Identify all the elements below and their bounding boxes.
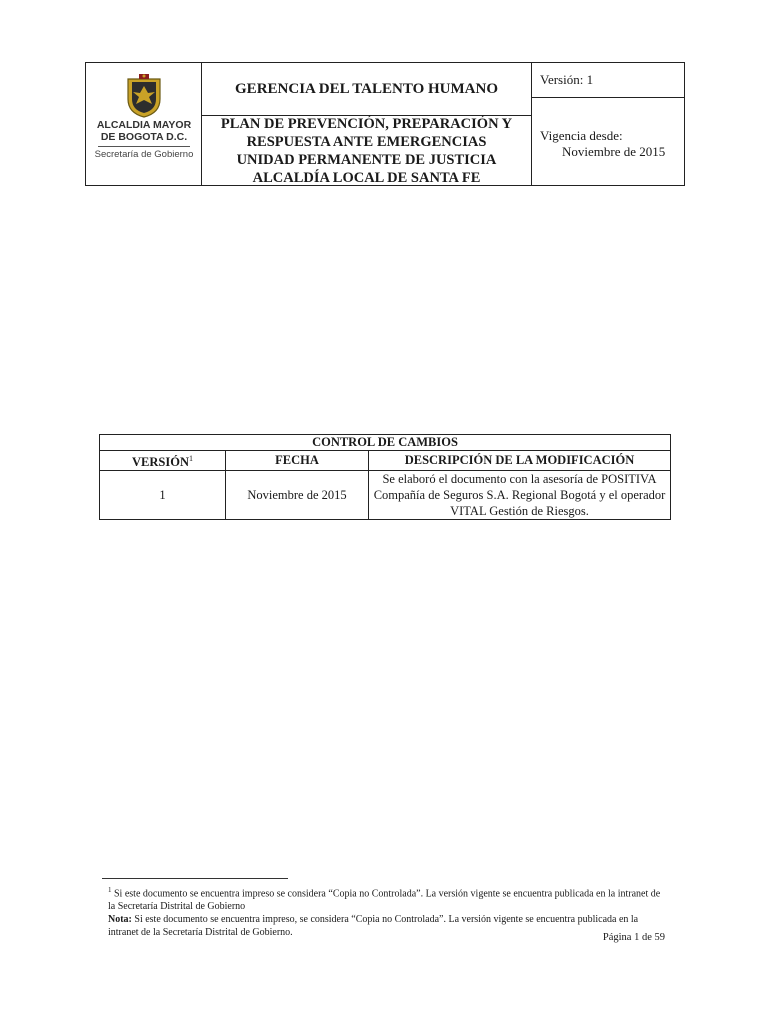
change-control-header-row: [100, 451, 671, 471]
cell-version: 1: [100, 471, 226, 520]
description-line3: VITAL Gestión de Riesgos.: [450, 504, 589, 519]
logo-text-line2: DE BOGOTA D.C.: [100, 131, 188, 143]
note-text: Si este documento se encuentra impreso, se considera “Copia no Controlada”. La versión vigente se encuentra publicada en la intranet de la Secretaría Distrital de Gobierno.: [108, 914, 639, 939]
version-label: Versión: 1: [532, 63, 684, 98]
page-number: Página 1 de 59: [602, 932, 665, 943]
coat-of-arms-icon: [124, 73, 164, 119]
validity-label: Vigencia desde:: [540, 128, 623, 143]
footnote: [108, 884, 668, 939]
description-line2: Compañía de Seguros S.A. Regional Bogotá y el operador: [373, 488, 666, 503]
logo-cell: [86, 63, 202, 185]
logo-text-line1: ALCALDIA MAYOR: [96, 119, 192, 131]
change-control-table: [99, 434, 671, 520]
plan-title-line4: ALCALDÍA LOCAL DE SANTA FE: [252, 170, 481, 186]
column-header-date: FECHA: [226, 451, 369, 471]
column-header-version: [100, 451, 226, 471]
column-header-description: DESCRIPCIÓN DE LA MODIFICACIÓN: [369, 451, 671, 471]
cell-date: Noviembre de 2015: [226, 471, 369, 520]
column-header-version-label: VERSIÓN: [132, 455, 189, 470]
title-cell: [202, 63, 532, 185]
validity-block: [532, 98, 684, 186]
footnote-reference: 1: [188, 454, 193, 463]
department-title: GERENCIA DEL TALENTO HUMANO: [202, 63, 531, 116]
plan-title-line2: RESPUESTA ANTE EMERGENCIAS: [246, 134, 487, 150]
change-control-title: CONTROL DE CAMBIOS: [100, 435, 671, 451]
validity-date: Noviembre de 2015: [562, 144, 666, 159]
footnote-1: [108, 884, 668, 913]
plan-title: [202, 116, 531, 186]
logo-divider: [98, 146, 190, 147]
plan-title-line3: UNIDAD PERMANENTE DE JUSTICIA: [236, 152, 497, 168]
document-header-table: [85, 62, 685, 186]
note-label: Nota:: [108, 914, 132, 926]
alcaldia-logo: [92, 73, 196, 177]
footnote-note: [108, 913, 668, 939]
footnote-text: Si este documento se encuentra impreso se considera “Copia no Controlada”. La versión vigente se encuentra publicada en la intranet de la Secretaría Distrital de Gobierno: [108, 888, 661, 913]
plan-title-line1: PLAN DE PREVENCIÓN, PREPARACIÓN Y: [220, 116, 513, 132]
footnote-marker: 1: [108, 886, 112, 894]
description-line1: Se elaboró el documento con la asesoría de POSITIVA: [382, 472, 657, 487]
change-control-title-row: [100, 435, 671, 451]
table-row: [100, 471, 671, 520]
logo-text-line3: Secretaría de Gobierno: [94, 149, 194, 160]
cell-description: [369, 471, 671, 520]
version-cell: [532, 63, 684, 185]
footnote-divider: [102, 878, 288, 879]
